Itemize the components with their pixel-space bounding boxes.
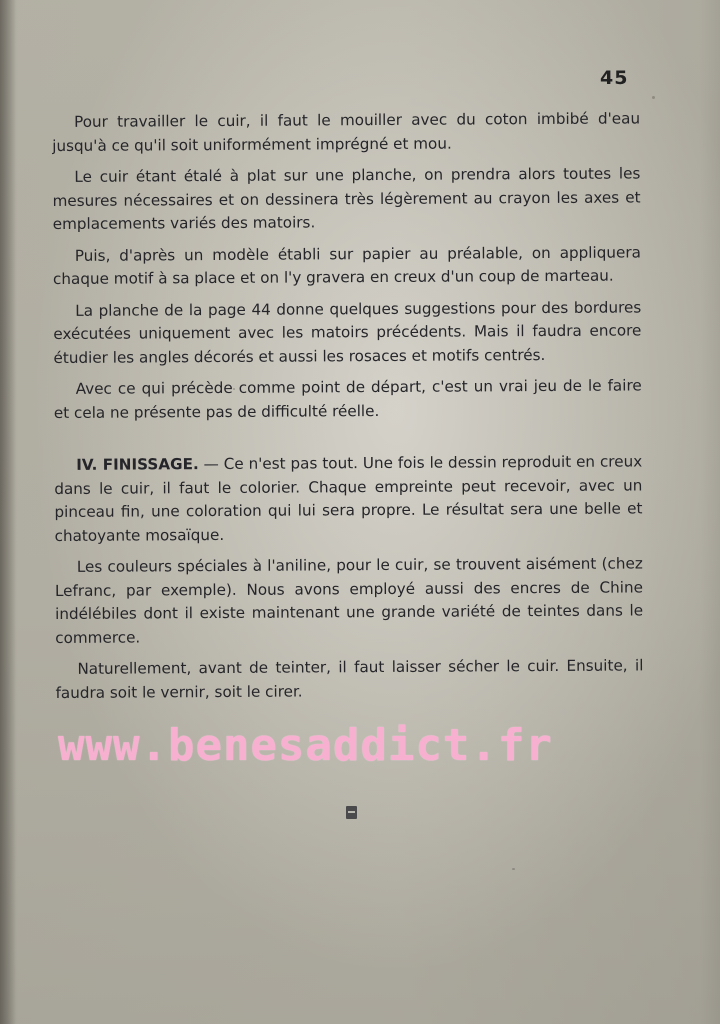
section-heading: IV. FINISSAGE. <box>76 455 199 474</box>
paragraph: Avec ce qui précède comme point de départ, c'est un vrai jeu de le faire et cela ne présente pas de difficulté réelle. <box>53 376 642 422</box>
paper-speck <box>652 96 655 99</box>
paragraph: Le cuir étant étalé à plat sur une planche, on prendra alors toutes les mesures nécessaires et on dessinera très légèrement au crayon les axes et emplacements variés des matoirs. <box>52 164 641 233</box>
section-intro-text: — Ce n'est pas tout. Une fois le dessin reproduit en creux dans le cuir, il faut le colorier. Chaque empreinte peut recevoir, avec un pinceau fin, une coloration qui lui sera propre. Le résultat sera une belle et chatoyante mosaïque. <box>54 452 643 545</box>
paragraph: Puis, d'après un modèle établi sur papier au préalable, on appliquera chaque motif à sa place et on l'y gravera en creux d'un coup de marteau. <box>52 242 641 288</box>
printer-mark-icon <box>346 806 357 819</box>
paragraph: La planche de la page 44 donne quelques suggestions pour des bordures exécutées uniquement avec les matoirs précédents. Mais il faudra encore étudier les angles décorés et aussi les rosaces et motifs centrés. <box>53 297 642 367</box>
paragraph: Les couleurs spéciales à l'aniline, pour le cuir, se trouvent aisément (chez Lefranc, par exemple). Nous avons employé aussi des encres de Chine indélébiles dont il existe maintenant une grande variété de teintes dans le commerce. <box>54 554 644 647</box>
paper-speck <box>512 868 515 870</box>
page-number: 45 <box>600 67 629 89</box>
spine-shadow <box>0 0 16 1024</box>
paragraph: Pour travailler le cuir, il faut le mouiller avec du coton imbibé d'eau jusqu'à ce qu'il soit uniformément imprégné et mou. <box>52 109 641 155</box>
body-text <box>52 107 644 713</box>
paragraph: Naturellement, avant de teinter, il faut laisser sécher le cuir. Ensuite, il faudra soit le vernir, soit le cirer. <box>55 656 644 702</box>
section-intro-paragraph <box>54 450 643 548</box>
watermark-text: www.benesaddict.fr <box>58 720 553 771</box>
